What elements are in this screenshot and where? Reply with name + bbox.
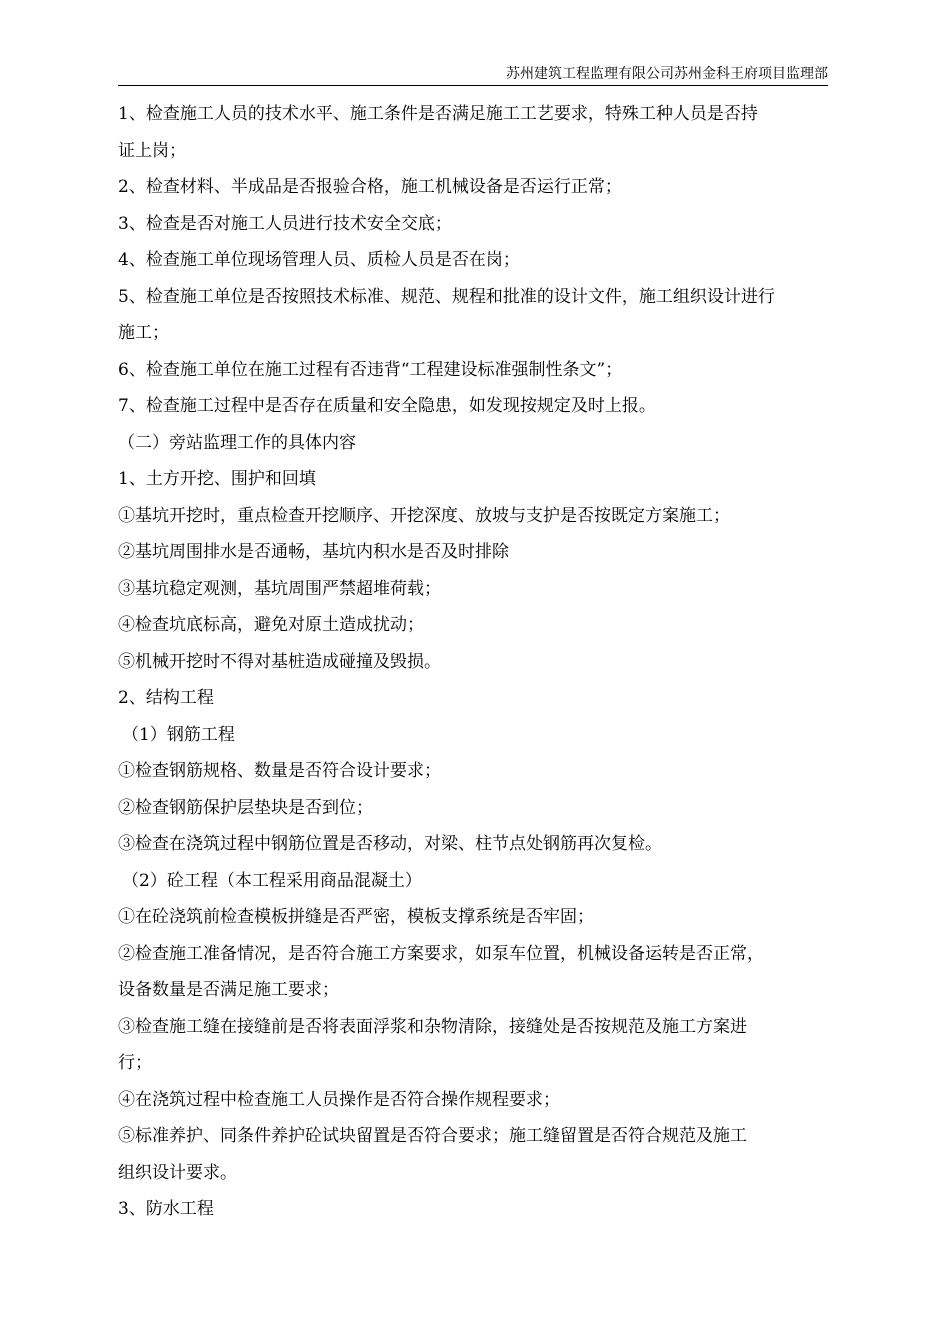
text-line: ①在砼浇筑前检查模板拼缝是否严密，模板支撑系统是否牢固； — [118, 907, 594, 927]
text-line: ④检查坑底标高，避免对原土造成扰动； — [118, 615, 424, 635]
text-line: 4、检查施工单位现场管理人员、质检人员是否在岗； — [118, 250, 520, 270]
text-line: 6、检查施工单位在施工过程有否违背“工程建设标准强制性条文”； — [118, 359, 623, 380]
text-line: 设备数量是否满足施工要求； — [118, 980, 339, 1000]
text-line: ⑤标准养护、同条件养护砼试块留置是否符合要求；施工缝留置是否符合规范及施工 — [118, 1126, 747, 1146]
document-body — [118, 96, 830, 1228]
subsection-heading: （2）砼工程（本工程采用商品混凝土） — [122, 870, 422, 891]
text-line: 7、检查施工过程中是否存在质量和安全隐患，如发现按规定及时上报。 — [118, 396, 656, 416]
text-line: ②检查钢筋保护层垫块是否到位； — [118, 797, 373, 818]
text-line: ①基坑开挖时，重点检查开挖顺序、开挖深度、放坡与支护是否按既定方案施工； — [118, 505, 730, 526]
text-line: ④在浇筑过程中检查施工人员操作是否符合操作规程要求； — [118, 1089, 560, 1110]
subsection-heading: 2、结构工程 — [118, 688, 214, 708]
section-heading: （二）旁站监理工作的具体内容 — [118, 432, 356, 453]
text-line: ②基坑周围排水是否通畅，基坑内积水是否及时排除 — [118, 542, 509, 562]
page-header: 苏州建筑工程监理有限公司苏州金科王府项目监理部 — [118, 64, 828, 86]
text-line: 组织设计要求。 — [118, 1162, 237, 1183]
subsection-heading: （1）钢筋工程 — [122, 724, 235, 745]
subsection-heading: 1、土方开挖、围护和回填 — [118, 469, 316, 489]
subsection-heading: 3、防水工程 — [118, 1199, 214, 1219]
text-line: ①检查钢筋规格、数量是否符合设计要求； — [118, 761, 441, 781]
text-line: ③检查在浇筑过程中钢筋位置是否移动，对梁、柱节点处钢筋再次复检。 — [118, 834, 662, 854]
text-line: 5、检查施工单位是否按照技术标准、规范、规程和批准的设计文件，施工组织设计进行 — [118, 286, 775, 307]
text-line: ②检查施工准备情况，是否符合施工方案要求，如泵车位置，机械设备运转是否正常， — [118, 943, 764, 964]
text-line: 3、检查是否对施工人员进行技术安全交底； — [118, 213, 452, 234]
text-line: 施工； — [118, 323, 169, 343]
text-line: 行； — [118, 1053, 152, 1073]
text-line: ⑤机械开挖时不得对基桩造成碰撞及毁损。 — [118, 651, 441, 672]
text-line: 2、检查材料、半成品是否报验合格，施工机械设备是否运行正常； — [118, 177, 622, 197]
text-line: ③基坑稳定观测，基坑周围严禁超堆荷载； — [118, 578, 441, 599]
text-line: 1、检查施工人员的技术水平、施工条件是否满足施工工艺要求，特殊工种人员是否持 — [118, 104, 758, 124]
text-line: 证上岗； — [118, 140, 186, 161]
text-line: ③检查施工缝在接缝前是否将表面浮浆和杂物清除，接缝处是否按规范及施工方案进 — [118, 1016, 747, 1037]
